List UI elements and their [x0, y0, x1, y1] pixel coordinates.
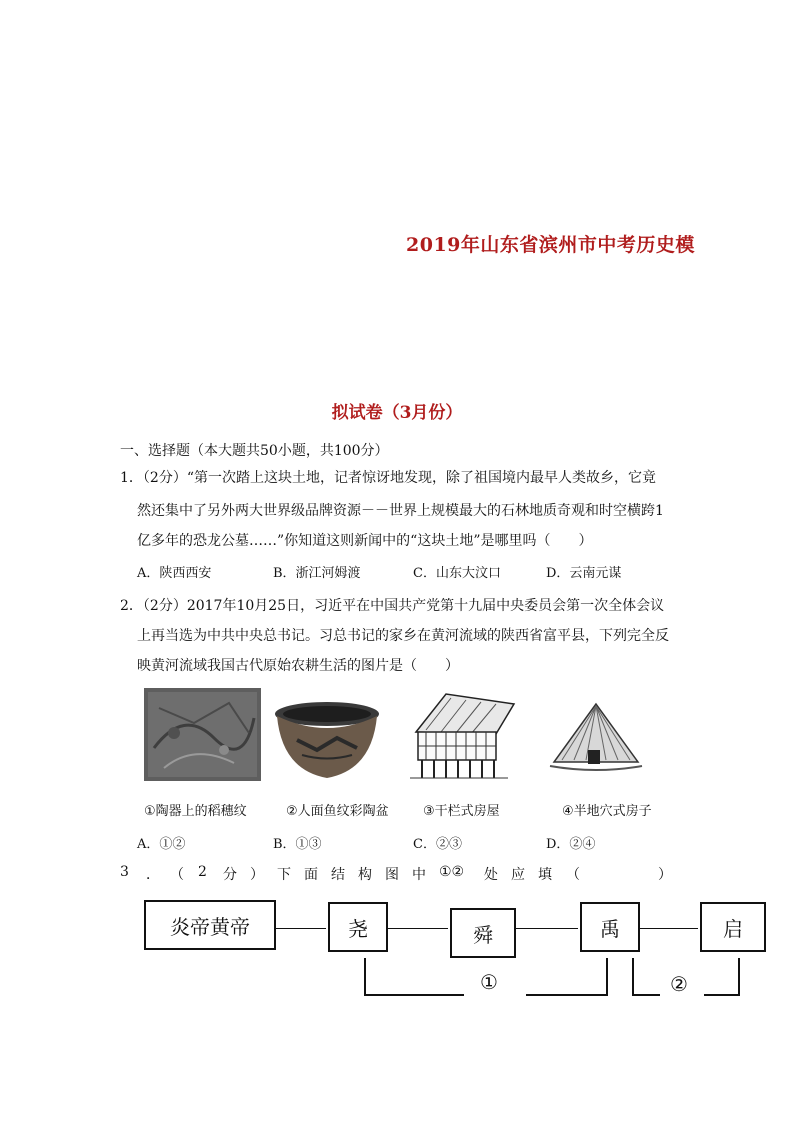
q2-option-c[interactable]: C．②③: [413, 837, 462, 852]
q3-part: 分: [223, 867, 237, 883]
q3-part: 构: [358, 867, 372, 883]
q3-part: 填: [538, 867, 552, 883]
q1-line2: 然还集中了另外两大世界级品牌资源－－世界上规模最大的石林地质奇观和时空横跨1: [137, 503, 664, 519]
q1-option-c[interactable]: C．山东大汶口: [413, 566, 501, 581]
bracket2-bottom-right: [704, 994, 740, 996]
q2-line1: 2．（2分）2017年10月25日，习近平在中国共产党第十九届中央委员会第一次全体会议: [120, 598, 665, 614]
pottery-basin-icon: [272, 700, 382, 782]
section-heading: 一、选择题（本大题共50小题，共100分）: [120, 443, 389, 459]
q3-part: （: [566, 867, 580, 883]
painted-pottery-image: [272, 700, 382, 782]
q3-part: 处: [484, 867, 498, 883]
thatched-hut-icon: [548, 700, 644, 782]
q3-part: （: [170, 867, 184, 883]
connector-1: [274, 928, 326, 929]
q2-option-d[interactable]: D．②④: [546, 837, 596, 852]
caption-4: ④半地穴式房子: [562, 804, 652, 819]
semi-subterranean-house-image: [548, 700, 644, 782]
bracket2-right: [738, 958, 740, 994]
bracket1-right: [606, 958, 608, 994]
mark-1: ①: [480, 970, 498, 994]
q3-part: 2: [198, 864, 207, 880]
q2-line2: 上再当选为中共中央总书记。习总书记的家乡在黄河流域的陕西省富平县，下列完全反: [137, 628, 669, 644]
connector-3: [514, 928, 578, 929]
q2-option-b[interactable]: B．①③: [273, 837, 322, 852]
caption-3: ③干栏式房屋: [423, 804, 500, 819]
q3-part: ．: [146, 867, 160, 883]
q1-option-a[interactable]: A．陕西西安: [137, 566, 212, 581]
connector-2: [386, 928, 448, 929]
q3-part: ）: [250, 867, 264, 883]
rice-pattern-icon: [144, 688, 261, 781]
q3-part: ①②: [439, 864, 465, 880]
title-line2: 拟试卷（3月份）: [331, 403, 463, 423]
box-qi: 启: [700, 902, 766, 952]
box-yao: 尧: [328, 902, 388, 952]
mark-2: ②: [670, 972, 688, 996]
q3-part: 图: [385, 867, 399, 883]
bracket2-left: [632, 958, 634, 994]
q3-part: 应: [511, 867, 525, 883]
q3-part: 3: [120, 864, 129, 880]
q3-part: 下: [277, 867, 291, 883]
box-yu: 禹: [580, 902, 640, 952]
bracket1-bottom-right: [526, 994, 608, 996]
caption-2: ②人面鱼纹彩陶盆: [286, 804, 389, 819]
q2-option-a[interactable]: A．①②: [137, 837, 186, 852]
bracket1-left: [364, 958, 366, 994]
rice-pattern-image: [144, 688, 261, 781]
q3-part: ）: [658, 867, 672, 883]
q1-option-b[interactable]: B．浙江河姆渡: [273, 566, 361, 581]
q3-part: 中: [412, 867, 426, 883]
connector-4: [638, 928, 698, 929]
q1-line1: 1．（2分）“第一次踏上这块土地，记者惊讶地发现，除了祖国境内最早人类故乡，它竟: [120, 470, 656, 486]
bracket1-bottom-left: [364, 994, 464, 996]
caption-1: ①陶器上的稻穗纹: [144, 804, 247, 819]
title-line1: 2019年山东省滨州市中考历史模: [406, 234, 695, 256]
q1-line3: 亿多年的恐龙公墓……”你知道这则新闻中的“这块土地”是哪里吗（ ）: [137, 533, 593, 549]
box-yandi-huangdi: 炎帝黄帝: [144, 900, 276, 950]
q3-part: 面: [304, 867, 318, 883]
box-shun: 舜: [450, 908, 516, 958]
q1-option-d[interactable]: D．云南元谋: [546, 566, 622, 581]
stilt-house-image: [396, 690, 518, 782]
bracket2-bottom-left: [632, 994, 660, 996]
q3-part: 结: [331, 867, 345, 883]
q2-line3: 映黄河流域我国古代原始农耕生活的图片是（ ）: [137, 658, 459, 674]
stilt-house-icon: [396, 690, 518, 782]
